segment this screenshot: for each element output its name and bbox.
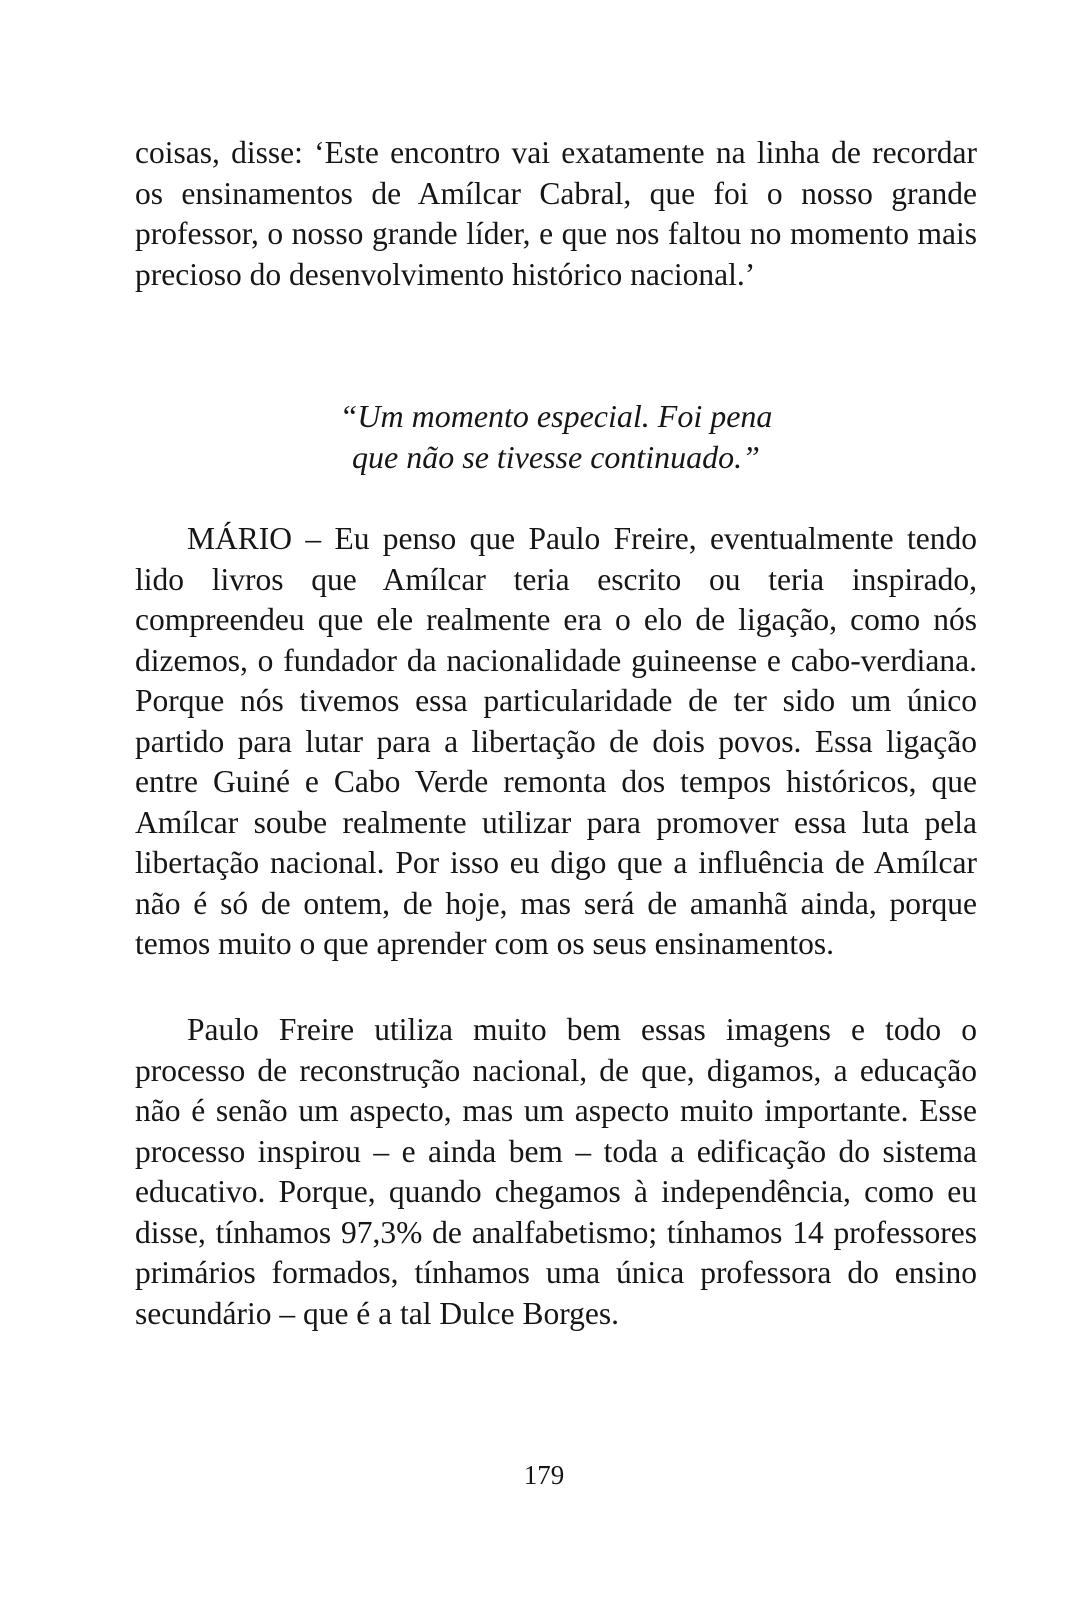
pull-quote	[135, 396, 977, 478]
pull-quote-line-1: “Um momento especial. Foi pena	[339, 398, 773, 434]
paragraph-quote-continuation: coisas, disse: ‘Este encontro vai exatamente na linha de recordar os ensinamentos de Amílcar Cabral, que foi o nosso grande professor, o nosso grande líder, e que nos faltou no momento mais precioso do desenvolvimento histórico nacional.’	[135, 135, 977, 292]
paragraph-freire-reconstruction: Paulo Freire utiliza muito bem essas imagens e todo o processo de reconstrução nacional, de que, digamos, a educação não é senão um aspecto, mas um aspecto muito importante. Esse processo inspirou – e ainda bem – toda a edificação do sistema educativo. Porque, quando chegamos à independência, como eu disse, tínhamos 97,3% de analfabetismo; tínhamos 14 professores primários formados, tínhamos uma única professora do ensino secundário – que é a tal Dulce Borges.	[135, 1012, 977, 1331]
pull-quote-line-2: que não se tivesse continuado.”	[352, 439, 760, 475]
page-number: 179	[523, 1460, 565, 1490]
paragraph-mario-answer: MÁRIO – Eu penso que Paulo Freire, eventualmente tendo lido livros que Amílcar teria escrito ou teria inspirado, compreendeu que ele realmente era o elo de ligação, como nós dizemos, o fundador da nacionalidade guineense e cabo-verdiana. Porque nós tivemos essa particularidade de ter sido um único partido para lutar para a libertação de dois povos. Essa ligação entre Guiné e Cabo Verde remonta dos tempos históricos, que Amílcar soube realmente utilizar para promover essa luta pela libertação nacional. Por isso eu digo que a influência de Amílcar não é só de ontem, de hoje, mas será de amanhã ainda, porque temos muito o que aprender com os seus ensinamentos.	[135, 521, 977, 961]
